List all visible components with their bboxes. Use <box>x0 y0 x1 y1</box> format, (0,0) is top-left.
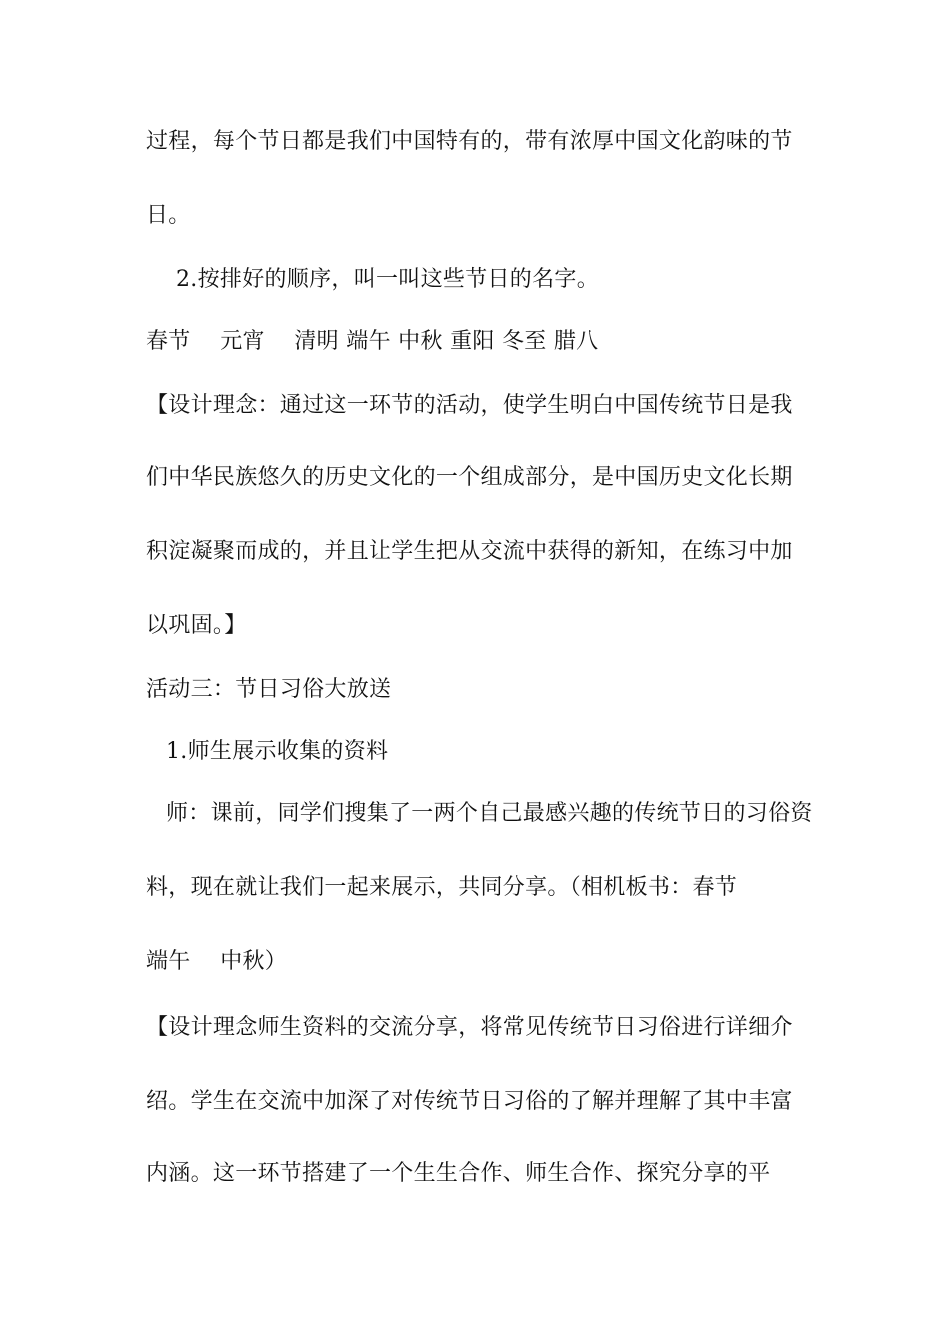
paragraph-line: 端午 中秋） <box>146 949 288 974</box>
paragraph-line: 师：课前，同学们搜集了一两个自己最感兴趣的传统节日的习俗资 <box>166 801 813 826</box>
activity-heading: 活动三：节日习俗大放送 <box>146 677 392 702</box>
design-note-line: 内涵。这一环节搭建了一个生生合作、师生合作、探究分享的平 <box>146 1161 771 1186</box>
design-note-line: 以巩固。】 <box>146 613 247 638</box>
list-item-1: 1.师生展示收集的资料 <box>166 739 389 764</box>
list-item-2: 2.按排好的顺序，叫一叫这些节日的名字。 <box>176 267 599 292</box>
design-note-line: 【设计理念师生资料的交流分享，将常见传统节日习俗进行详细介 <box>146 1015 793 1040</box>
design-note-line: 【设计理念：通过这一环节的活动，使学生明白中国传统节日是我 <box>146 393 793 418</box>
design-note-line: 们中华民族悠久的历史文化的一个组成部分，是中国历史文化长期 <box>146 465 793 490</box>
paragraph-line: 日。 <box>146 203 191 228</box>
paragraph-line: 过程，每个节日都是我们中国特有的，带有浓厚中国文化韵味的节 <box>146 129 793 154</box>
design-note-line: 绍。学生在交流中加深了对传统节日习俗的了解并理解了其中丰富 <box>146 1089 793 1114</box>
design-note-line: 积淀凝聚而成的，并且让学生把从交流中获得的新知，在练习中加 <box>146 539 793 564</box>
paragraph-line: 料，现在就让我们一起来展示，共同分享。（相机板书：春节 <box>146 875 738 900</box>
festival-names-line: 春节 元宵 清明 端午 中秋 重阳 冬至 腊八 <box>146 329 599 354</box>
